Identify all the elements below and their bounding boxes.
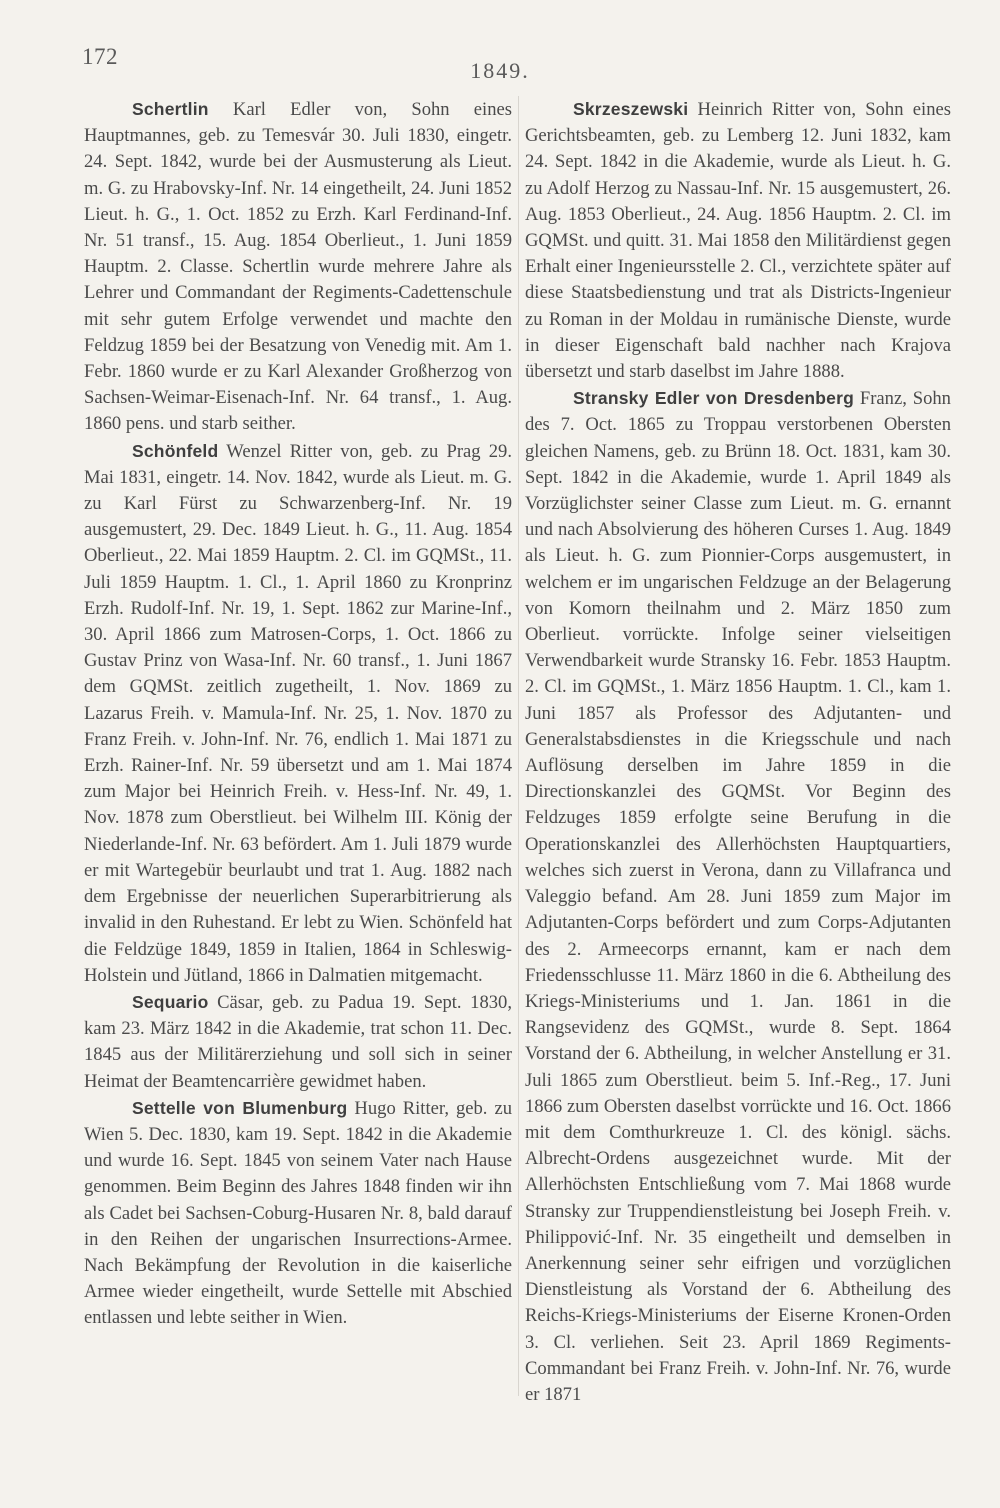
- entry-name: Settelle von Blumenburg: [132, 1097, 348, 1118]
- entry-name: Schönfeld: [132, 440, 219, 461]
- entry-stransky: [525, 385, 951, 1408]
- entry-text: Karl Edler von, Sohn eines Hauptmannes, geb. zu Temesvár 30. Juli 1830, eingetr. 24. Sept. 1842, wurde bei der Ausmusterung als Lieut. m. G. zu Hrabovsky-Inf. Nr. 14 eingetheilt, 24. Juni 1852 Lieut. h. G., 1. Oct. 1852 zu Erzh. Karl Ferdinand-Inf. Nr. 51 transf., 15. Aug. 1854 Oberlieut., 1. Juni 1859 Hauptm. 2. Classe. Schertlin wurde mehrere Jahre als Lehrer und Commandant der Regiments-Cadettenschule mit sehr gutem Erfolge verwendet und machte den Feldzug 1859 bei der Besatzung von Venedig mit. Am 1. Febr. 1860 wurde er zu Karl Alexander Großherzog von Sachsen-Weimar-Eisenach-Inf. Nr. 64 transf., 1. Aug. 1860 pens. und starb seither.: [84, 99, 513, 435]
- entry-schertlin: [84, 96, 512, 438]
- entry-name: Skrzeszewski: [573, 99, 689, 119]
- left-column: [84, 96, 512, 1332]
- entry-schoenfeld: [84, 438, 512, 989]
- entry-text: Hugo Ritter, geb. zu Wien 5. Dec. 1830, kam 19. Sept. 1842 in die Akademie und wurde 16. Sept. 1845 von seinem Vater nach Hause genommen. Beim Beginn des Jahres 1848 finden wir ihn als Cadet bei Sachsen-Coburg-Husaren Nr. 8, bald darauf in den Reihen der ungarischen Insurrections-Armee. Nach Bekämpfung der Revolution in die kaiserliche Armee wieder eingetheilt, wurde Settelle mit Abschied entlassen und lebte seither in Wien.: [84, 1097, 512, 1329]
- entry-name: Stransky Edler von Dresdenberg: [573, 388, 855, 409]
- entry-skrzeszewski: [525, 96, 951, 385]
- page-number: 172: [82, 44, 118, 69]
- entry-text: Cäsar, geb. zu Padua 19. Sept. 1830, kam 23. März 1842 in die Akademie, trat schon 11. Dec. 1845 aus der Militärerziehung und soll sich in seiner Heimat der Beamtencarrière gewidmet haben.: [84, 991, 512, 1092]
- entry-name: Schertlin: [132, 99, 209, 119]
- entry-text: Wenzel Ritter von, geb. zu Prag 29. Mai 1831, eingetr. 14. Nov. 1842, wurde als Lieut. m. G. zu Karl Fürst zu Schwarzenberg-Inf. Nr. 19 ausgemustert, 29. Dec. 1849 Lieut. h. G., 11. Aug. 1854 Oberlieut., 22. Mai 1859 Hauptm. 2. Cl. im GQMSt., 11. Juli 1859 Hauptm. 1. Cl., 1. April 1860 zu Kronprinz Erzh. Rudolf-Inf. Nr. 19, 1. Sept. 1862 zur Marine-Inf., 30. April 1866 zum Matrosen-Corps, 1. Oct. 1866 zu Gustav Prinz von Wasa-Inf. Nr. 60 transf., 1. Juni 1867 dem GQMSt. zeitlich zugetheilt, 1. Nov. 1869 zu Lazarus Freih. v. Mamula-Inf. Nr. 25, 1. Nov. 1870 zu Franz Freih. v. John-Inf. Nr. 76, endlich 1. Mai 1871 zu Erzh. Rainer-Inf. Nr. 59 übersetzt und am 1. Mai 1874 zum Major bei Heinrich Freih. v. Hess-Inf. Nr. 49, 1. Nov. 1878 zum Oberstlieut. bei Wilhelm III. König der Niederlande-Inf. Nr. 63 befördert. Am 1. Juli 1879 wurde er mit Wartegebür beurlaubt und trat 1. Aug. 1882 nach dem Ergebnisse der neuerlichen Superarbitrierung als invalid in den Ruhestand. Er lebt zu Wien. Schönfeld hat die Feldzüge 1849, 1859 in Italien, 1864 in Schleswig-Holstein und Jütland, 1866 in Dalmatien mitgemacht.: [84, 440, 512, 986]
- entry-settelle: [84, 1095, 512, 1332]
- right-column: [525, 96, 951, 1408]
- entry-text: Franz, Sohn des 7. Oct. 1865 zu Troppau verstorbenen Obersten gleichen Namens, geb. zu Brünn 18. Oct. 1831, kam 30. Sept. 1842 in die Akademie, wurde 1. April 1849 als Vorzüglichster seiner Classe zum Lieut. m. G. ernannt und nach Absolvierung des höheren Curses 1. Aug. 1849 als Lieut. h. G. zum Pionnier-Corps ausgemustert, in welchem er im ungarischen Feldzuge an der Belagerung von Komorn theilnahm und 2. März 1850 zum Oberlieut. vorrückte. Infolge seiner vielseitigen Verwendbarkeit wurde Stransky 16. Febr. 1853 Hauptm. 2. Cl. im GQMSt., 1. März 1856 Hauptm. 1. Cl., kam 1. Juni 1857 als Professor des Adjutanten- und Generalstabsdienstes in die Kriegsschule und nach Auflösung derselben im Jahre 1859 in die Directionskanzlei des GQMSt. Vor Beginn des Feldzuges 1859 erfolgte seine Berufung in die Operationskanzlei des Allerhöchsten Hauptquartiers, welches sich zuerst in Verona, dann zu Villafranca und Valeggio befand. Am 28. Juni 1859 zum Major im Adjutanten-Corps befördert und zum Corps-Adjutanten des 2. Armeecorps ernannt, kam er nach dem Friedensschlusse 11. März 1860 in die 6. Abtheilung des Kriegs-Ministeriums und 1. Jan. 1861 in die Rangsevidenz des GQMSt., wurde 8. Sept. 1864 Vorstand der 6. Abtheilung, in welcher Anstellung er 31. Juli 1865 zum Oberstlieut. beim 5. Inf.-Reg., 17. Juni 1866 zum Obersten daselbst vorrückte und 16. Oct. 1866 mit dem Comthurkreuze 1. Cl. des königl. sächs. Albrecht-Ordens ausgezeichnet wurde. Mit der Allerhöchsten Entschließung vom 7. Mai 1868 wurde Stransky zur Truppendienstleistung bei Joseph Freih. v. Philippović-Inf. Nr. 35 eingetheilt und demselben in Anerkennung seiner sehr eifrigen und vorzüglichen Dienstleistung als Vorstand der 6. Abtheilung des Reichs-Kriegs-Ministeriums der Eiserne Kronen-Orden 3. Cl. verliehen. Seit 23. April 1869 Regiments-Commandant bei Franz Freih. v. John-Inf. Nr. 76, wurde er 1871: [525, 388, 951, 1405]
- entry-text: Heinrich Ritter von, Sohn eines Gerichtsbeamten, geb. zu Lemberg 12. Juni 1832, kam 24. Sept. 1842 in die Akademie, wurde als Lieut. h. G. zu Adolf Herzog zu Nassau-Inf. Nr. 15 ausgemustert, 26. Aug. 1853 Oberlieut., 24. Aug. 1856 Hauptm. 2. Cl. im GQMSt. und quitt. 31. Mai 1858 den Militärdienst gegen Erhalt einer Ingenieursstelle 2. Cl., verzichtete später auf diese Staatsbedienstung und trat als Districts-Ingenieur zu Roman in der Moldau in rumänische Dienste, wurde in dieser Eigenschaft bald nachher nach Krajova übersetzt und starb daselbst im Jahre 1888.: [525, 99, 951, 383]
- entry-name: Sequario: [132, 991, 209, 1012]
- running-head-year: 1849.: [470, 58, 530, 83]
- column-divider: [518, 96, 519, 1396]
- entry-sequario: [84, 989, 512, 1095]
